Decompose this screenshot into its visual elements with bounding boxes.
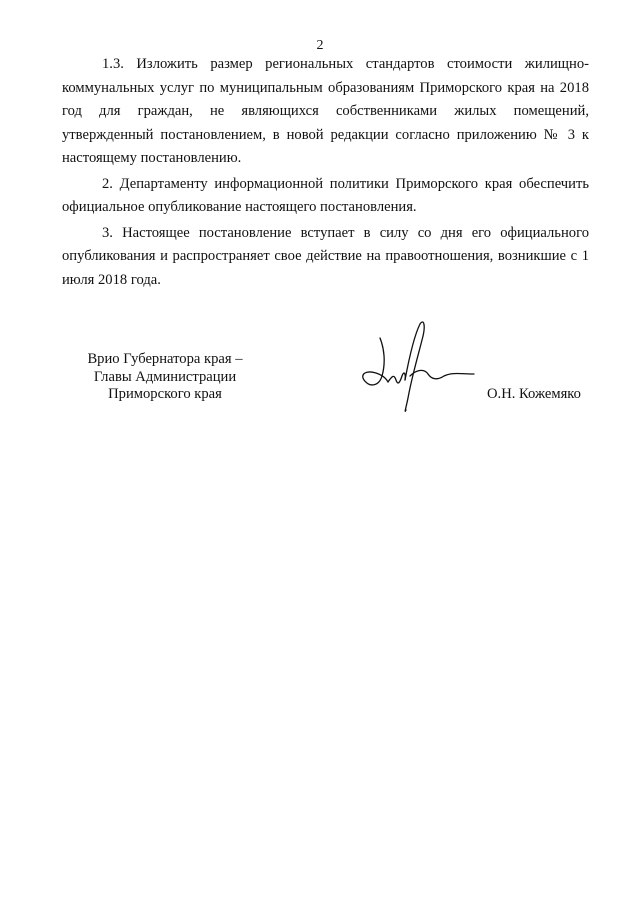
page-number: 2 bbox=[316, 38, 324, 53]
handwritten-signature bbox=[358, 318, 478, 418]
paragraph-3: 3. Настоящее постановление вступает в силу со дня его официального опубликования и распространяет свое действие на правоотношения, возникшие с 1 июля 2018 года. bbox=[62, 224, 589, 288]
paragraph-2: 2. Департаменту информационной политики Приморского края обеспечить официальное опубликование настоящего постановления. bbox=[62, 175, 589, 215]
document-body bbox=[62, 53, 589, 294]
signatory-title-line: Главы Администрации bbox=[93, 368, 237, 385]
paragraph-1-3: 1.3. Изложить размер региональных стандартов стоимости жилищно-коммунальных услуг по муниципальным образованиям Приморского края на 2018 год для граждан, не являющихся собственниками жилых помещений, утвержденный постановлением, в новой редакции согласно приложению № 3 к настоящему постановлению. bbox=[62, 56, 589, 166]
signatory-name: О.Н. Кожемяко bbox=[487, 386, 581, 402]
signatory-title-line: Врио Губернатора края – bbox=[87, 351, 243, 367]
signatory-title bbox=[60, 351, 270, 404]
signatory-title-line: Приморского края bbox=[108, 386, 222, 402]
